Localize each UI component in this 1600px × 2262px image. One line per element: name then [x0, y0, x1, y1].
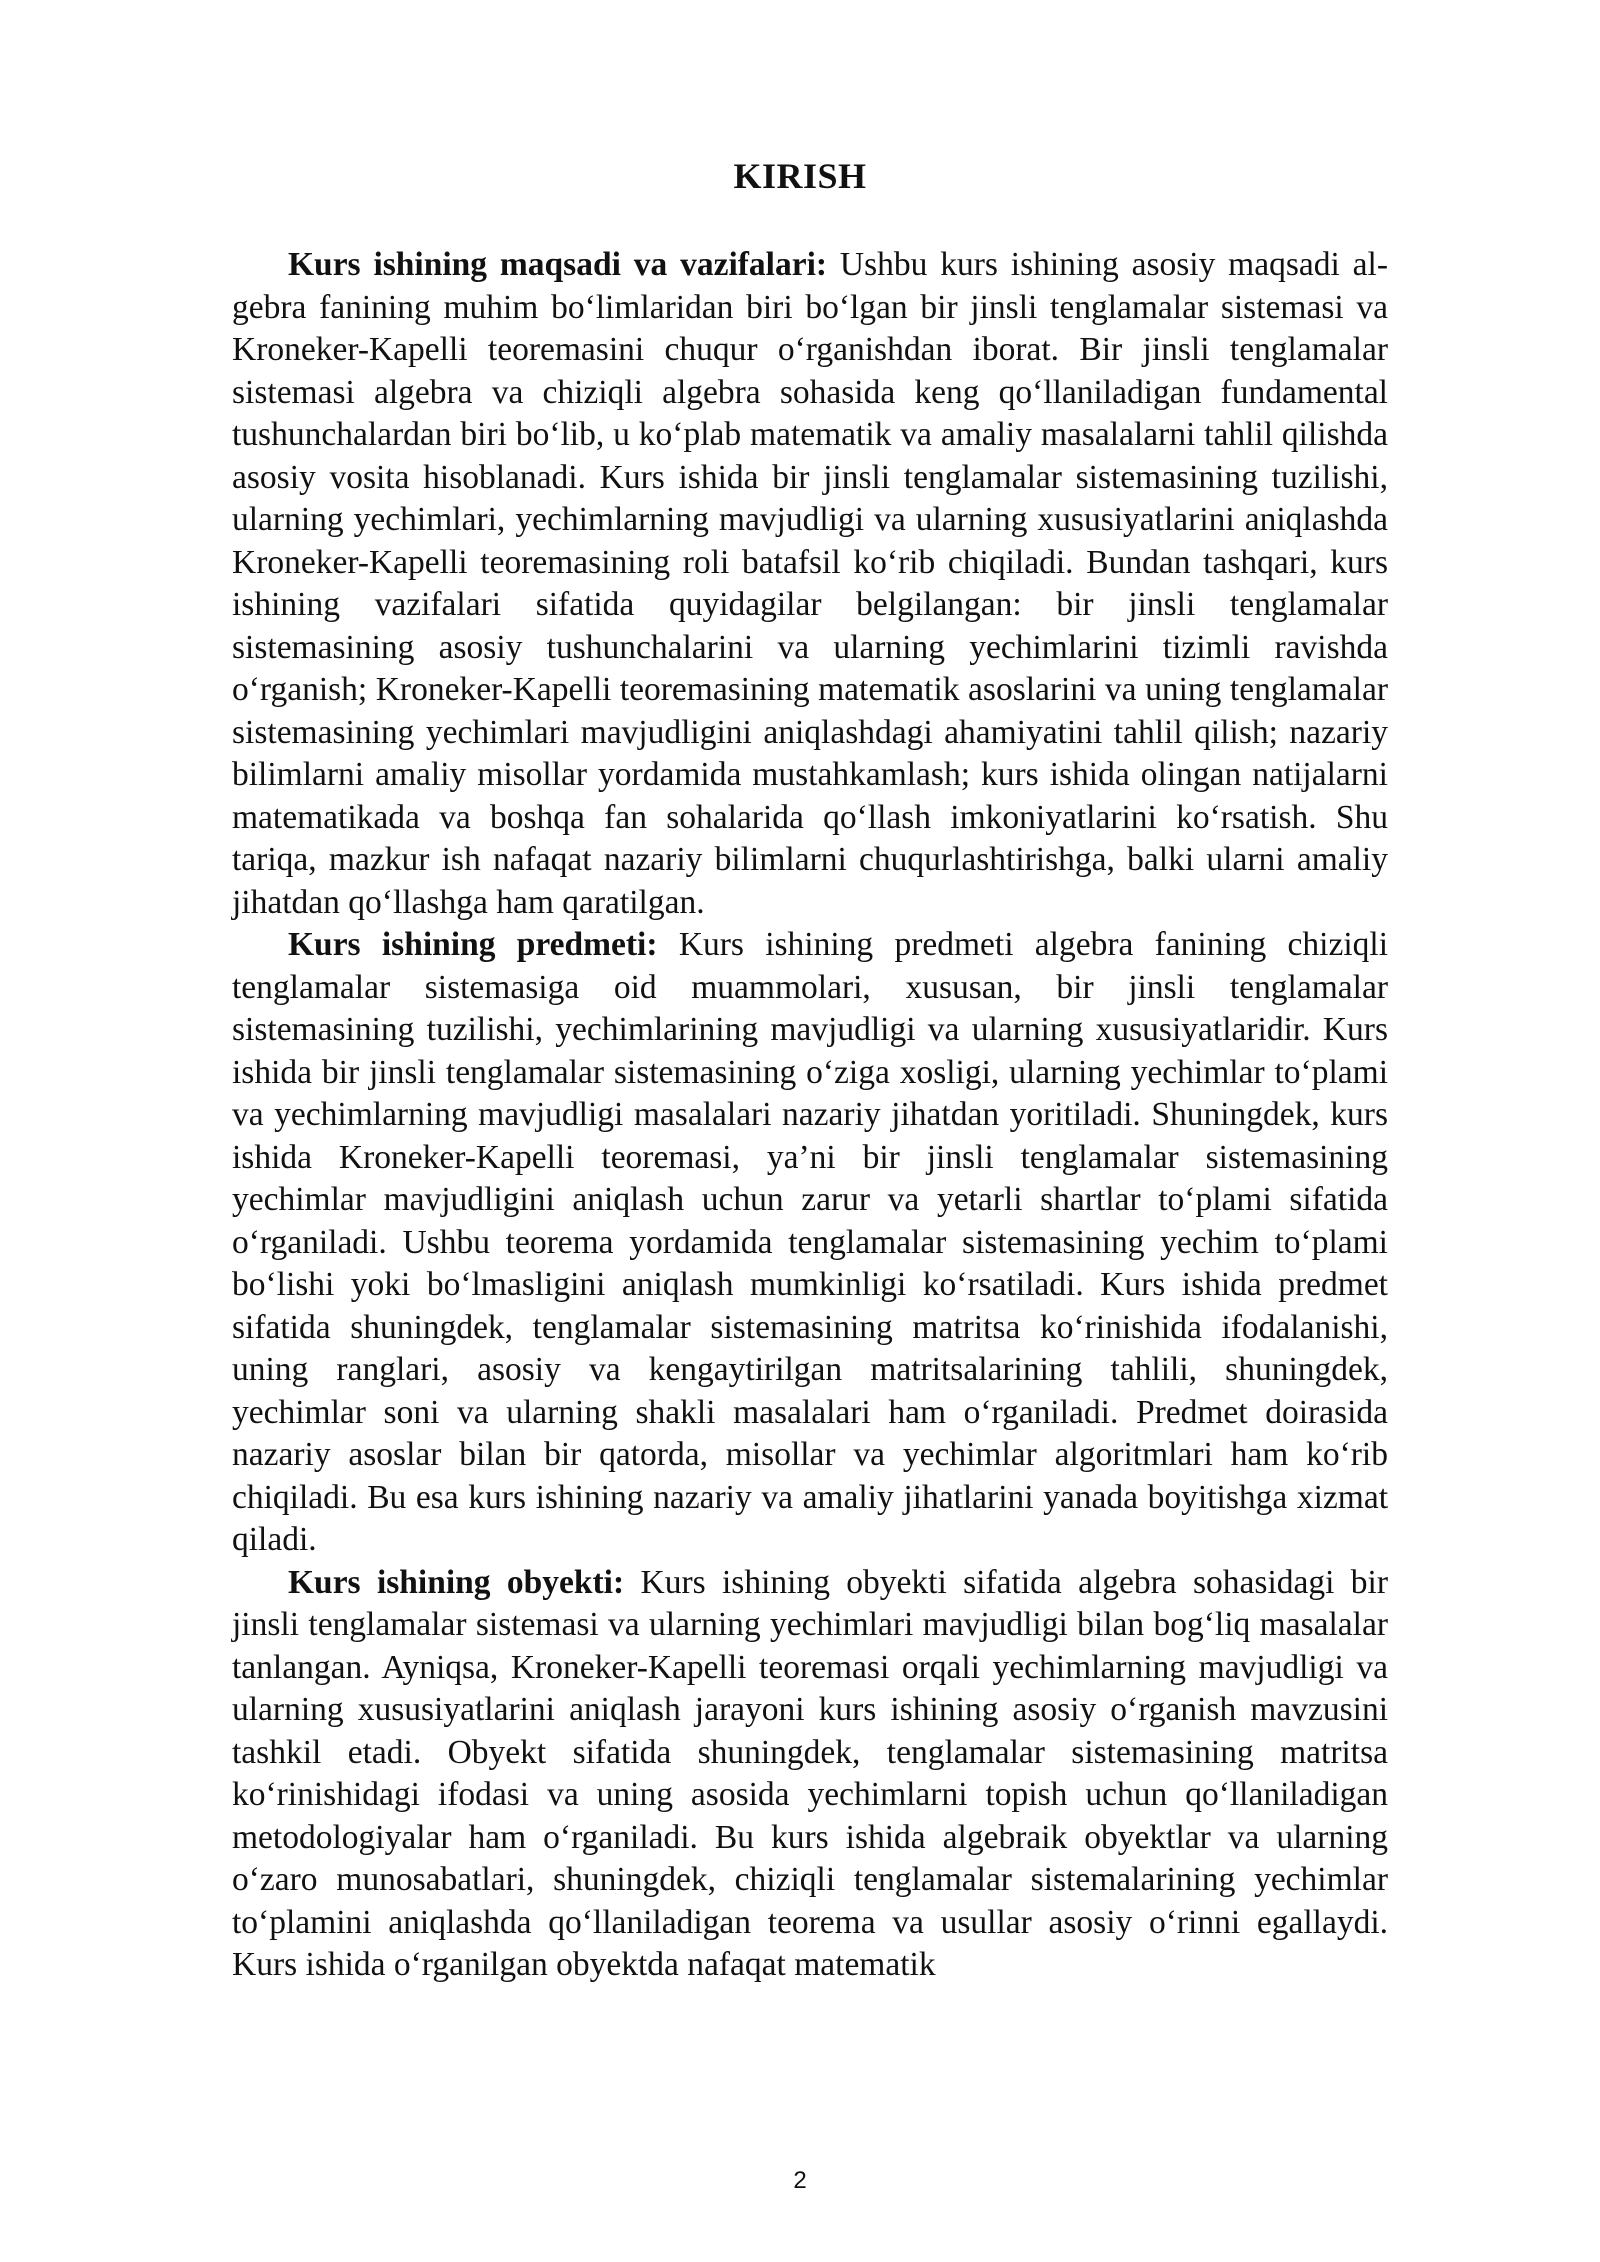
paragraph-lead: Kurs ishining obyekti:: [288, 1563, 625, 1601]
paragraph-subject: [232, 924, 1388, 1562]
paragraph-object: [232, 1562, 1388, 1987]
paragraph-lead: Kurs ishining maqsadi va vazifalari:: [288, 246, 828, 283]
page-number: 2: [793, 2167, 807, 2194]
paragraph-purpose: [232, 244, 1388, 924]
paragraph-text: Kurs ishining obyekti sifatida algebra sohasidagi bir jinsli tenglamalar sistemasi va ularning yechimlari mavjudligi bilan bog‘liq masalalar tanlangan. Ayniqsa, Kroneker-Kapelli teoremasi orqali yechimlarning mavjudligi va ularning xususiyatlarini aniqlash jarayoni kurs ishining asosiy o‘rganish mavzusini tashkil etadi. Obyekt sifatida shuningdek, tenglamalar sistemasining matritsa ko‘rinishidagi ifodasi va uning asosida yechimlarni topish uchun qo‘llaniladigan metodologiyalar ham o‘rganiladi. Bu kurs ishida algebraik obyektlar va ularning o‘zaro munosabatlari, shuningdek, chiziqli tenglamalar sistemalarining yechimlar to‘plamini aniqlashda qo‘llaniladigan teorema va usullar asosiy o‘rinni egallaydi. Kurs ishida o‘rganilgan obyektda nafaqat matematik: [232, 1563, 1389, 1983]
paragraph-text: Ushbu kurs ishining asosiy maqsadi algebra fanining muhim bo‘limlaridan biri bo‘lgan bir jinsli tenglamalar sistemasi va Kroneker-Kapelli teoremasini chuqur o‘rganishdan iborat. Bir jinsli tenglamalar sistemasi algebra va chiziqli algebra sohasida keng qo‘llaniladigan fundamental tushunchalardan biri bo‘lib, u ko‘plab matematik va amaliy masalalarni tahlil qilishda asosiy vosita hisoblanadi. Kurs ishida bir jinsli tenglamalar sistemasining tuzilishi, ularning yechimlari, yechimlarning mavjudligi va ularning xususiyatlarini aniqlashda Kroneker-Kapelli teoremasining roli batafsil ko‘rib chiqiladi. Bundan tashqari, kurs ishining vazifalari sifatida quyidagilar belgilangan: bir jinsli tenglamalar sistemasining asosiy tushunchalarini va ularning yechimlarini tizimli ravishda o‘rganish; Kroneker-Kapelli teoremasining matematik asoslarini va uning tenglamalar sistemasining yechimlari mavjudligini aniqlashdagi ahamiyatini tahlil qilish; nazariy bilimlarni amaliy misollar yordamida mustahkamlash; kurs ishida olingan natijalarni matematikada va boshqa fan sohalarida qo‘llash imkoniyatlarini ko‘rsatish. Shu tariqa, mazkur ish nafaqat nazariy bilimlarni chuqurlashtirishga, balki ularni amaliy jihatdan qo‘llashga ham qaratilgan.: [232, 246, 1389, 921]
paragraph-lead: Kurs ishining predmeti:: [288, 926, 658, 963]
page-title: KIRISH: [733, 156, 867, 196]
body-text: [232, 244, 1388, 1987]
paragraph-text: Kurs ishining predmeti algebra fanining chiziqli tenglamalar sistemasiga oid muammolari, xususan, bir jinsli tenglamalar sistemasining tuzilishi, yechimlarining mavjudligi va ularning xususiyatlaridir. Kurs ishida bir jinsli tenglamalar sistemasining o‘ziga xosligi, ularning yechimlar to‘plami va yechimlarning mavjudligi masalalari nazariy jihatdan yoritiladi. Shuningdek, kurs ishida Kroneker-Kapelli teoremasi, ya’ni bir jinsli tenglamalar sistemasining yechimlar mavjudligini aniqlash uchun zarur va yetarli shartlar to‘plami sifatida o‘rganiladi. Ushbu teorema yordamida tenglamalar sistemasining yechim to‘plami bo‘lishi yoki bo‘lmasligini aniqlash mumkinligi ko‘rsatiladi. Kurs ishida predmet sifatida shuningdek, tenglamalar sistemasining matritsa ko‘rinishida ifodalanishi, uning ranglari, asosiy va kengaytirilgan matritsalarining tahlili, shuningdek, yechimlar soni va ularning shakli masalalari ham o‘rganiladi. Predmet doirasida nazariy asoslar bilan bir qatorda, misollar va yechimlar algoritmlari ham ko‘rib chiqiladi. Bu esa kurs ishining nazariy va amaliy jihatlarini yanada boyitishga xizmat qiladi.: [232, 926, 1388, 1558]
